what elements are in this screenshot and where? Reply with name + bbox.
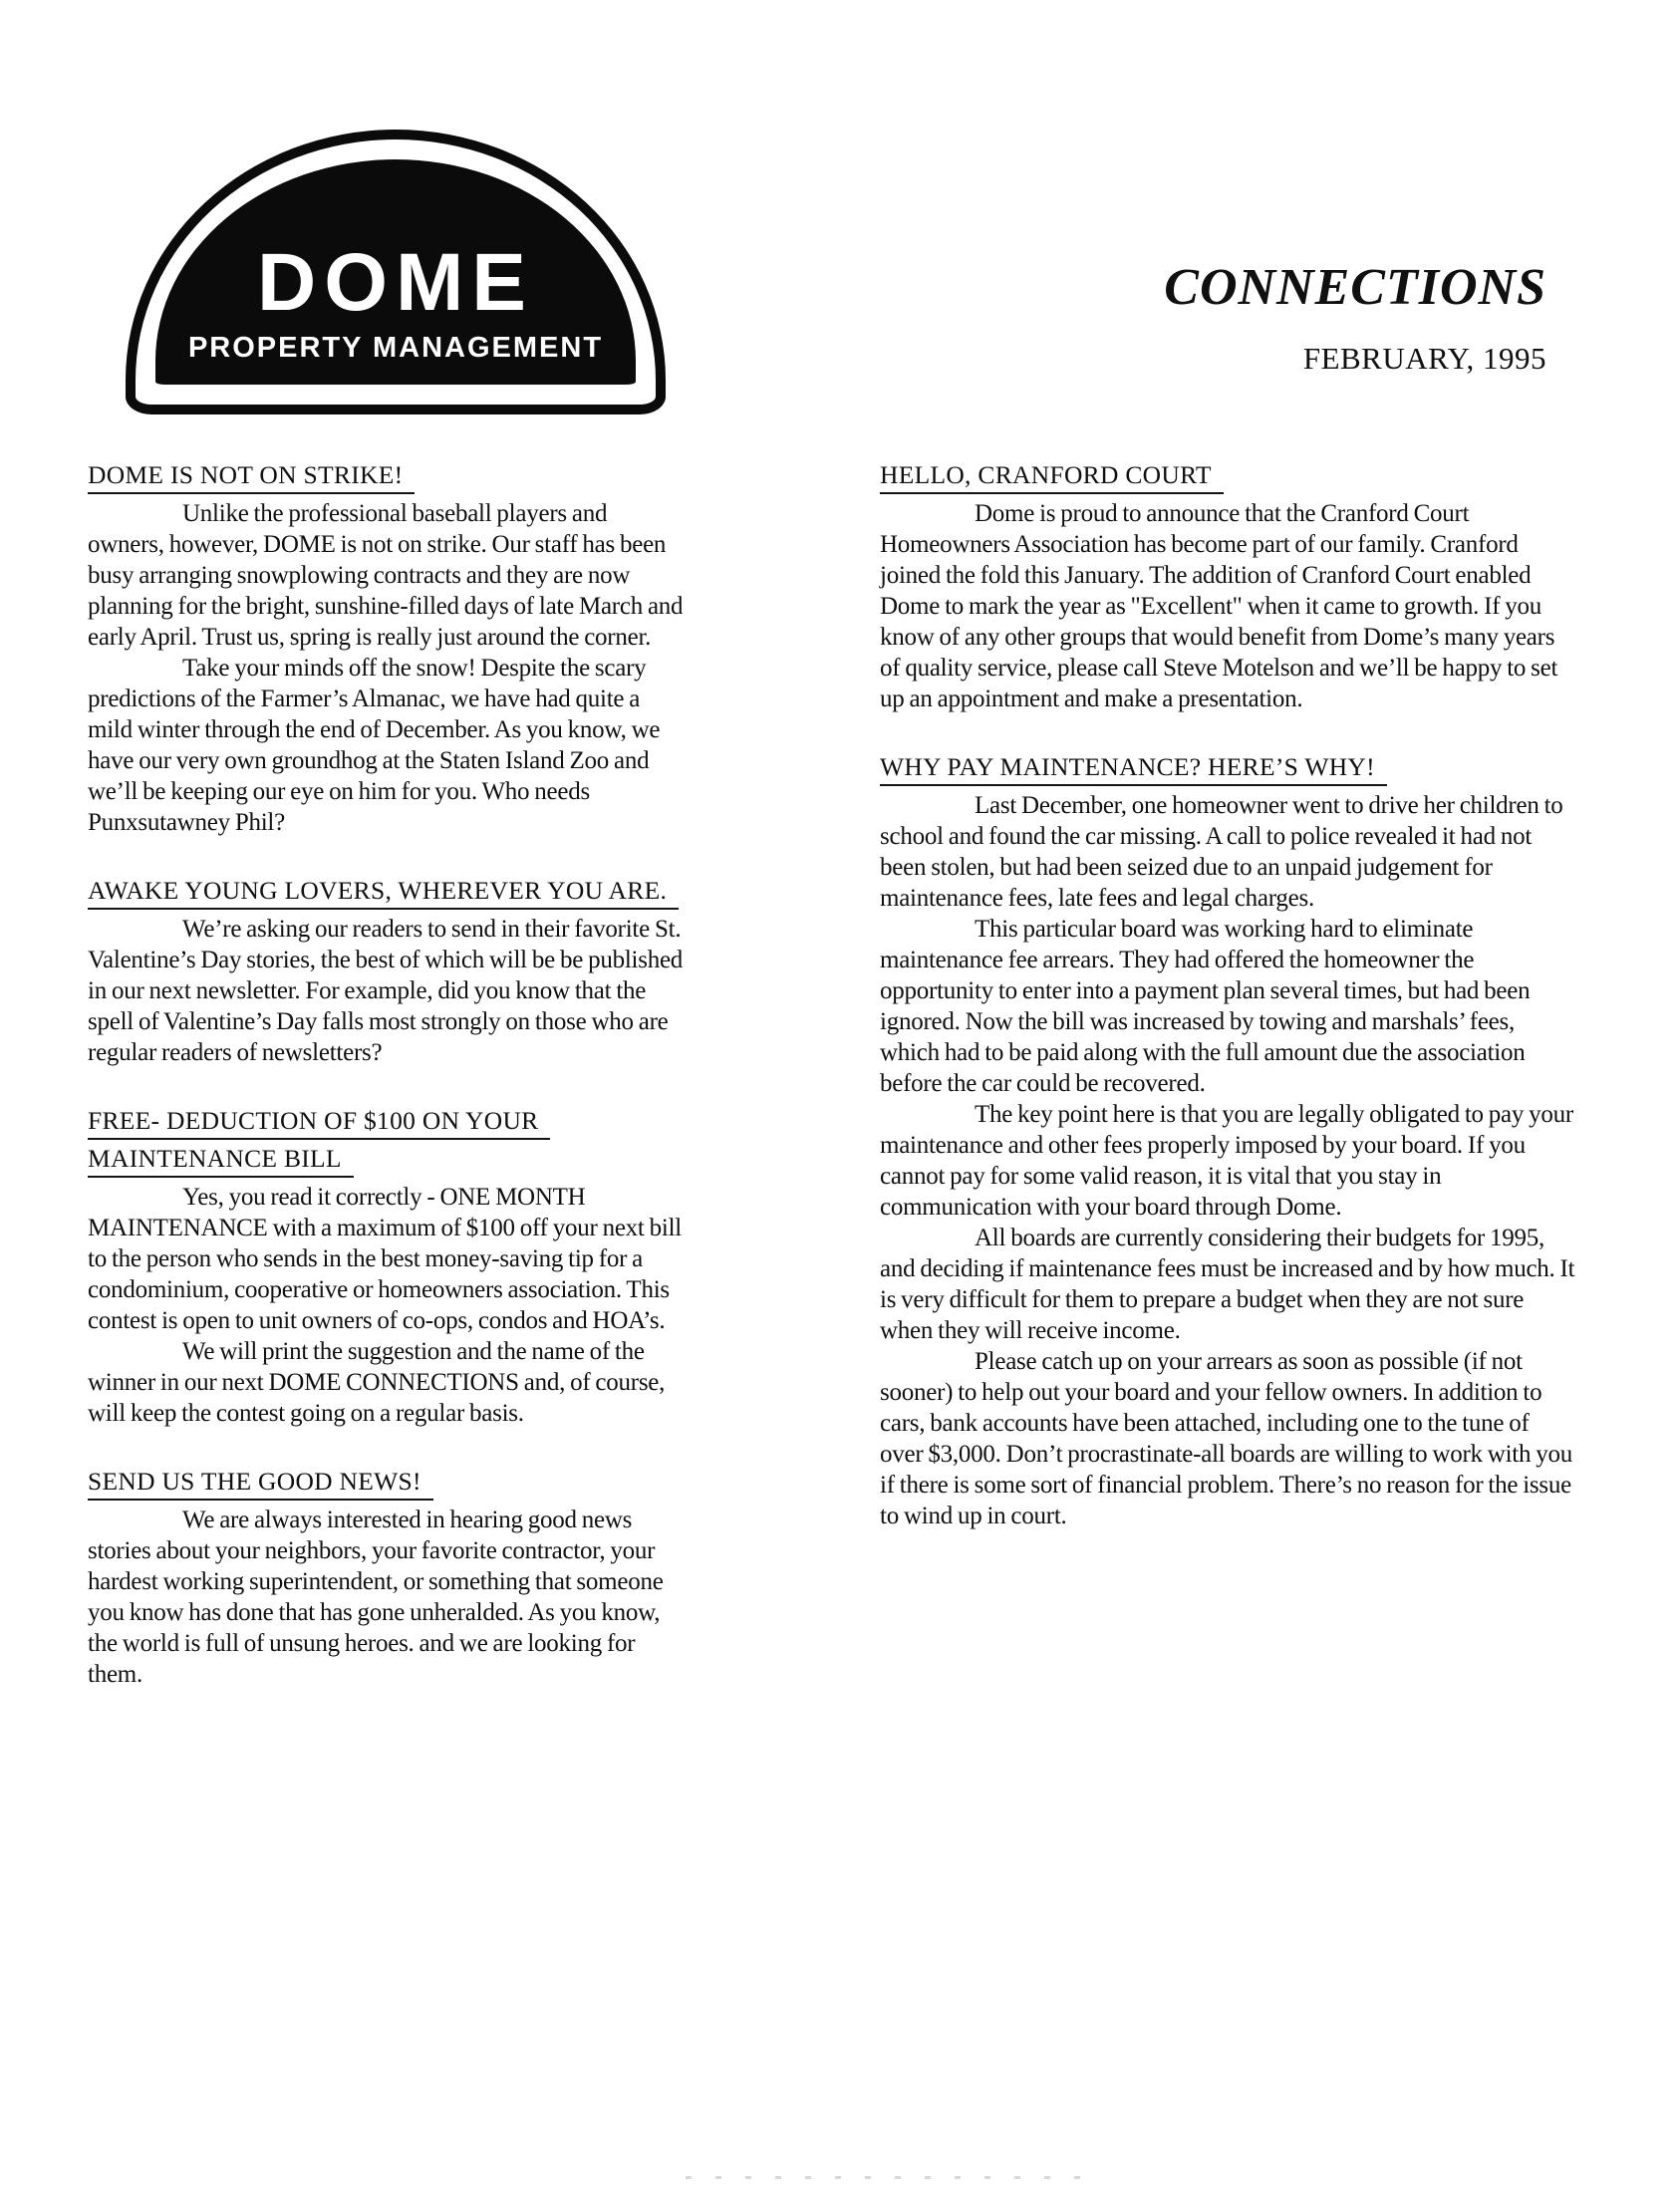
article-paragraph: We will print the suggestion and the name of the winner in our next DOME CONNECTIONS and, of course, will keep the contest going on a regular basis. bbox=[88, 1338, 666, 1427]
article-heading-line: SEND US THE GOOD NEWS! bbox=[88, 1467, 433, 1501]
article-heading bbox=[88, 1467, 686, 1501]
newsletter-title: CONNECTIONS bbox=[1164, 259, 1546, 316]
logo-company-name: DOME bbox=[257, 237, 534, 328]
article bbox=[88, 1106, 686, 1429]
article bbox=[880, 460, 1577, 714]
article-heading-line: WHY PAY MAINTENANCE? HERE’S WHY! bbox=[880, 752, 1387, 786]
scan-artifact bbox=[686, 2176, 1094, 2179]
article-paragraph: Take your minds off the snow! Despite the scary predictions of the Farmer’s Almanac, we have had quite a mild winter through the end of December. As you know, we have our very own groundhog at the Staten Island Zoo and we’ll be keeping our eye on him for you. Who needs Punxsutawney Phil? bbox=[88, 655, 661, 836]
article-paragraph: The key point here is that you are legally obligated to pay your maintenance and other fees properly imposed by your board. If you cannot pay for some valid reason, it is vital that you stay in communication with your board through Dome. bbox=[880, 1101, 1573, 1221]
article-heading-line: DOME IS NOT ON STRIKE! bbox=[88, 460, 415, 494]
logo-tagline: PROPERTY MANAGEMENT bbox=[187, 332, 604, 364]
column-right bbox=[880, 460, 1577, 1531]
article-heading-line: FREE- DEDUCTION OF $100 ON YOUR bbox=[88, 1106, 550, 1140]
article-heading bbox=[88, 1106, 686, 1178]
article-paragraph: This particular board was working hard to eliminate maintenance fee arrears. They had offered the homeowner the opportunity to enter into a payment plan several times, but had been ignored. Now the bill was increased by towing and marshals’ fees, which had to be paid along with the full amount due the association before the car could be recovered. bbox=[880, 916, 1531, 1097]
article-heading-line: HELLO, CRANFORD COURT bbox=[880, 460, 1224, 494]
article bbox=[88, 460, 686, 838]
article bbox=[880, 752, 1577, 1531]
issue-date: FEBRUARY, 1995 bbox=[1302, 341, 1546, 376]
article-paragraph: All boards are currently considering their budgets for 1995, and deciding if maintenance fees must be increased and by how much. It is very difficult for them to prepare a budget when they are not sure when they will receive income. bbox=[880, 1225, 1575, 1344]
article bbox=[88, 1467, 686, 1690]
article-paragraph: Unlike the professional baseball players and owners, however, DOME is not on strike. Our staff has been busy arranging snowplowing contracts and they are now planning for the bright, sunshine-filled days of late March and early April. Trust us, spring is really just around the corner. bbox=[88, 500, 684, 651]
article-paragraph: Last December, one homeowner went to drive her children to school and found the car missing. A call to police revealed it had not been stolen, but had been seized due to an unpaid judgement for maintenance fees, late fees and legal charges. bbox=[880, 792, 1563, 912]
article bbox=[88, 876, 686, 1068]
article-heading-line: AWAKE YOUNG LOVERS, WHEREVER YOU ARE. bbox=[88, 876, 679, 910]
column-left bbox=[88, 460, 686, 1690]
dome-logo bbox=[126, 130, 666, 414]
masthead bbox=[1164, 261, 1546, 377]
article-heading bbox=[880, 752, 1577, 786]
article-paragraph: We are always interested in hearing good news stories about your neighbors, your favorite contractor, your hardest working superintendent, or something that someone you know has done that has gone unheralded. As you know, the world is full of unsung heroes. and we are looking for them. bbox=[88, 1507, 664, 1688]
article-heading bbox=[880, 460, 1577, 494]
article-heading-line: MAINTENANCE BILL bbox=[88, 1144, 354, 1178]
dome-logo-inner bbox=[144, 148, 647, 396]
article-paragraph: Dome is proud to announce that the Cranford Court Homeowners Association has become part of our family. Cranford joined the fold this January. The addition of Cranford Court enabled Dome to mark the year as "Excellent" when it came to growth. If you know of any other groups that would benefit from Dome’s many years of quality service, please call Steve Motelson and we’ll be happy to set up an appointment and make a presentation. bbox=[880, 500, 1558, 712]
article-paragraph: Yes, you read it correctly - ONE MONTH MAINTENANCE with a maximum of $100 off your next bill to the person who sends in the best money-saving tip for a condominium, cooperative or homeowners association. This contest is open to unit owners of co-ops, condos and HOA’s. bbox=[88, 1184, 682, 1334]
article-heading bbox=[88, 876, 686, 910]
article-paragraph: We’re asking our readers to send in their favorite St. Valentine’s Day stories, the best of which will be be published in our next newsletter. For example, did you know that the spell of Valentine’s Day falls most strongly on those who are regular readers of newsletters? bbox=[88, 916, 684, 1066]
article-paragraph: Please catch up on your arrears as soon as possible (if not sooner) to help out your board and your fellow owners. In addition to cars, bank accounts have been attached, including one to the tune of over $3,000. Don’t procrastinate-all boards are willing to work with you if there is some sort of financial problem. There’s no reason for the issue to wind up in court. bbox=[880, 1348, 1572, 1529]
article-heading bbox=[88, 460, 686, 494]
